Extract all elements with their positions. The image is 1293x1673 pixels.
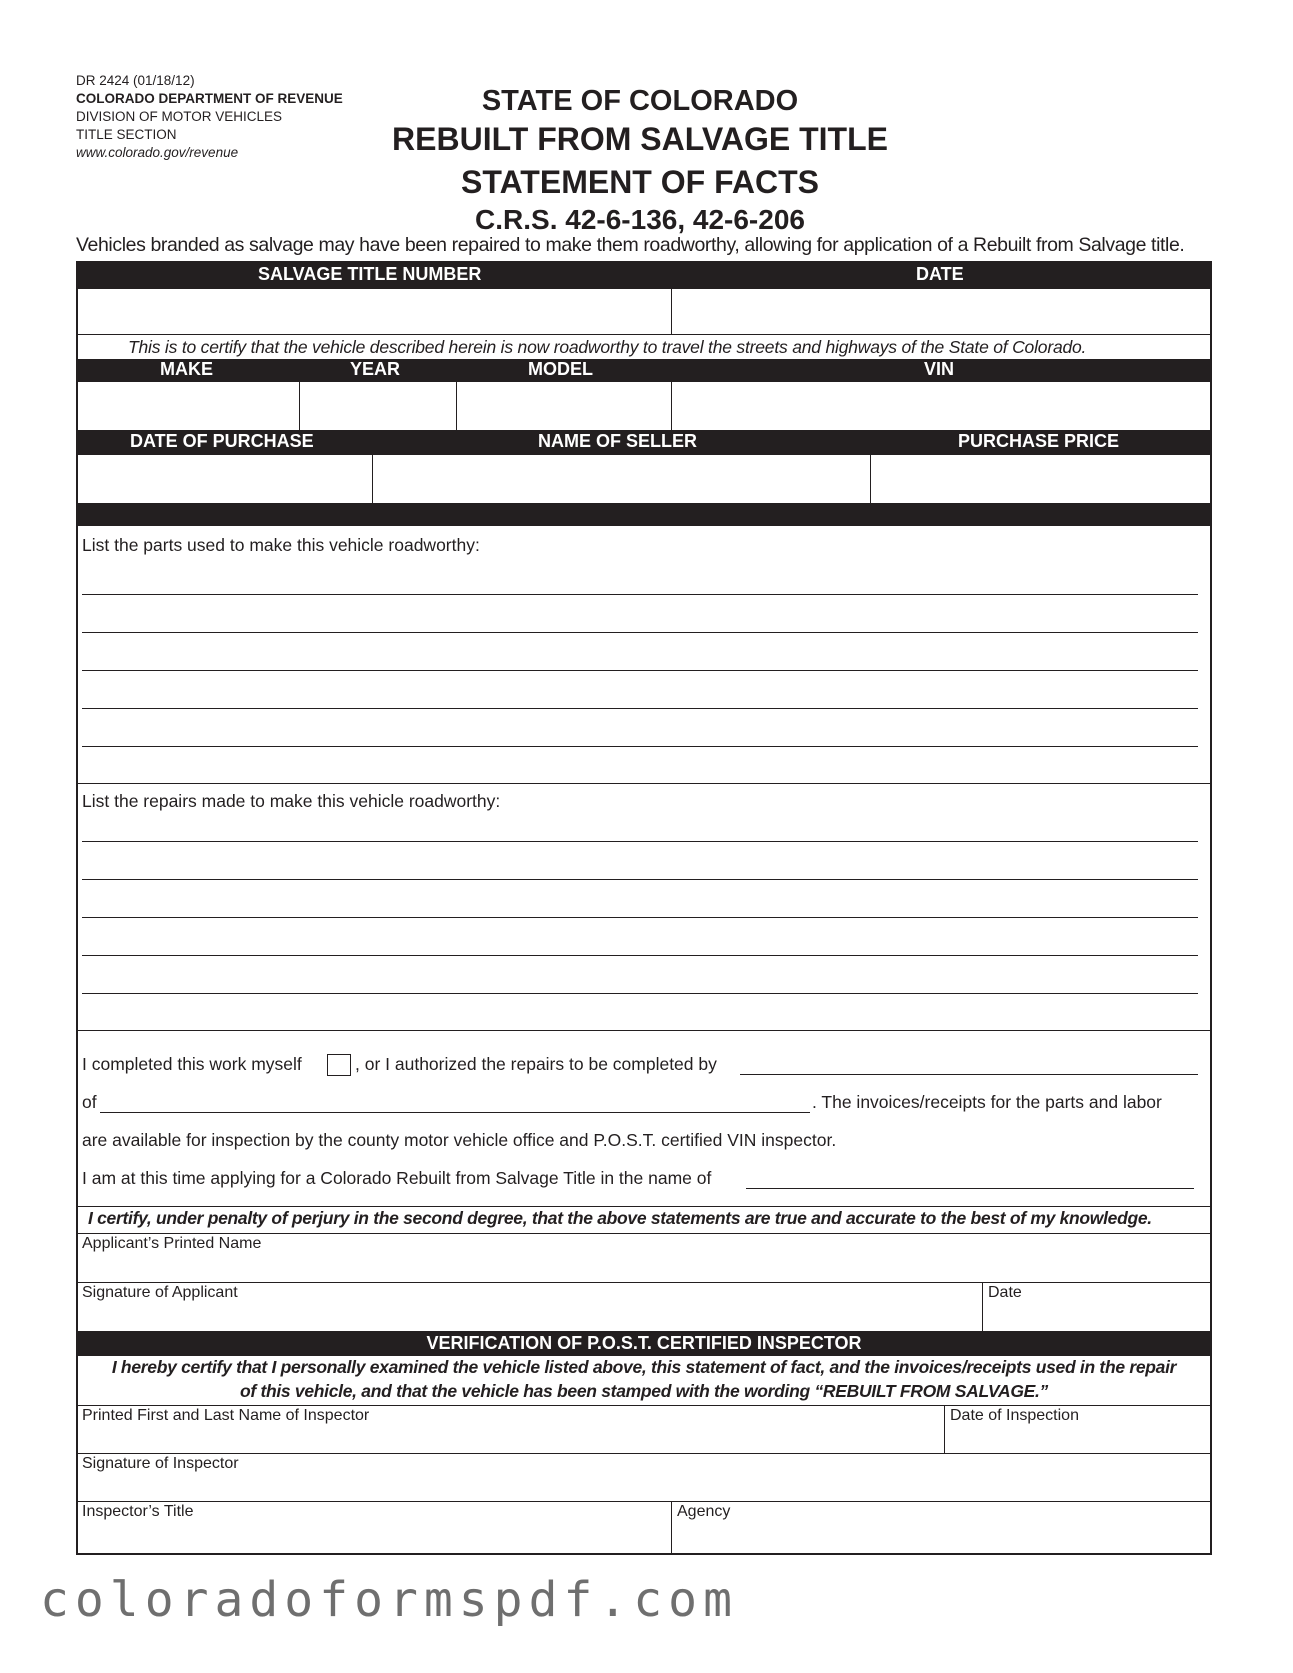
agency-block bbox=[76, 72, 343, 162]
title-rebuilt: REBUILT FROM SALVAGE TITLE bbox=[392, 121, 888, 157]
inspector-signature-label: Signature of Inspector bbox=[82, 1455, 239, 1472]
applicant-printed-name-label: Applicant’s Printed Name bbox=[82, 1235, 262, 1252]
repairs-line-3[interactable] bbox=[82, 917, 1198, 918]
parts-line-5[interactable] bbox=[82, 746, 1198, 747]
inspector-name-label: Printed First and Last Name of Inspector bbox=[82, 1407, 370, 1424]
agency-field[interactable] bbox=[673, 1502, 1212, 1552]
header-bar-purchase bbox=[78, 430, 1210, 455]
divider bbox=[870, 455, 871, 503]
verification-header-bar bbox=[78, 1331, 1210, 1356]
applying-text: I am at this time applying for a Colorado Rebuilt from Salvage Title in the name of bbox=[82, 1168, 712, 1188]
section-name: TITLE SECTION bbox=[76, 127, 177, 142]
authorized-text: , or I authorized the repairs to be completed by bbox=[355, 1054, 717, 1074]
applicant-printed-name-field[interactable] bbox=[78, 1234, 1212, 1281]
applicant-name-field[interactable] bbox=[746, 1188, 1194, 1189]
watermark: coloradoformspdf.com bbox=[40, 1572, 738, 1628]
division-name: DIVISION OF MOTOR VEHICLES bbox=[76, 109, 283, 124]
invoices-text: . The invoices/receipts for the parts and labor bbox=[812, 1092, 1162, 1112]
date-of-inspection-label: Date of Inspection bbox=[950, 1407, 1079, 1424]
make-field[interactable] bbox=[78, 382, 298, 430]
inspector-title-field[interactable] bbox=[78, 1502, 670, 1552]
divider bbox=[982, 1282, 983, 1331]
parts-line-1[interactable] bbox=[82, 594, 1198, 595]
available-text: are available for inspection by the county motor vehicle office and P.O.S.T. certified VIN inspector. bbox=[82, 1130, 837, 1150]
parts-line-4[interactable] bbox=[82, 708, 1198, 709]
repairs-line-4[interactable] bbox=[82, 955, 1198, 956]
model-field[interactable] bbox=[458, 382, 670, 430]
applicant-date-field[interactable] bbox=[984, 1283, 1212, 1330]
repair-shop-field[interactable] bbox=[100, 1112, 810, 1113]
form-box bbox=[76, 261, 1212, 1555]
date-of-inspection-field[interactable] bbox=[946, 1406, 1212, 1452]
repairs-label: List the repairs made to make this vehicle roadworthy: bbox=[82, 791, 501, 811]
completed-myself-checkbox[interactable] bbox=[327, 1054, 351, 1076]
year-label: YEAR bbox=[350, 359, 401, 379]
department-name: COLORADO DEPARTMENT OF REVENUE bbox=[76, 91, 343, 106]
inspector-title-label: Inspector’s Title bbox=[82, 1503, 194, 1520]
header-bar-vehicle bbox=[78, 359, 1210, 382]
vin-label: VIN bbox=[924, 359, 955, 379]
divider bbox=[78, 1206, 1210, 1207]
make-label: MAKE bbox=[160, 359, 213, 379]
divider bbox=[944, 1405, 945, 1453]
of-text: of bbox=[82, 1092, 97, 1112]
header-bar-salvage bbox=[78, 263, 1210, 289]
separator-bar bbox=[78, 503, 1210, 526]
salvage-title-number-label: SALVAGE TITLE NUMBER bbox=[258, 264, 482, 284]
title-statute: C.R.S. 42-6-136, 42-6-206 bbox=[475, 204, 805, 235]
divider bbox=[299, 382, 300, 430]
divider bbox=[671, 1501, 672, 1555]
date-header-label: DATE bbox=[916, 264, 964, 284]
repairs-line-2[interactable] bbox=[82, 879, 1198, 880]
divider bbox=[78, 783, 1210, 784]
verification-statement-2: of this vehicle, and that the vehicle has been stamped with the wording “REBUILT FROM SALVAGE.” bbox=[239, 1381, 1049, 1401]
repairs-line-5[interactable] bbox=[82, 993, 1198, 994]
date-field[interactable] bbox=[673, 289, 1213, 334]
divider bbox=[671, 289, 672, 334]
divider bbox=[78, 1030, 1210, 1031]
title-statement: STATEMENT OF FACTS bbox=[461, 164, 819, 200]
form-title bbox=[350, 84, 930, 236]
name-of-seller-label: NAME OF SELLER bbox=[538, 431, 698, 451]
verification-statement-1: I hereby certify that I personally examined the vehicle listed above, this statement of fact, and the invoices/receipts used in the repair bbox=[111, 1357, 1177, 1377]
date-of-purchase-label: DATE OF PURCHASE bbox=[130, 431, 314, 451]
applicant-signature-label: Signature of Applicant bbox=[82, 1284, 238, 1301]
year-field[interactable] bbox=[301, 382, 455, 430]
model-label: MODEL bbox=[528, 359, 593, 379]
verification-heading: VERIFICATION OF P.O.S.T. CERTIFIED INSPECTOR bbox=[426, 1333, 862, 1353]
date-of-purchase-field[interactable] bbox=[78, 455, 371, 503]
applicant-signature-field[interactable] bbox=[78, 1283, 981, 1330]
parts-label: List the parts used to make this vehicle roadworthy: bbox=[82, 535, 480, 555]
repairs-line-1[interactable] bbox=[82, 841, 1198, 842]
inspector-signature-field[interactable] bbox=[78, 1454, 1212, 1500]
divider bbox=[372, 455, 373, 503]
parts-line-3[interactable] bbox=[82, 670, 1198, 671]
parts-line-2[interactable] bbox=[82, 632, 1198, 633]
divider bbox=[671, 382, 672, 430]
divider bbox=[456, 382, 457, 430]
name-of-seller-field[interactable] bbox=[374, 455, 869, 503]
divider bbox=[78, 334, 1210, 335]
title-state: STATE OF COLORADO bbox=[481, 85, 799, 117]
certify-statement: This is to certify that the vehicle described herein is now roadworthy to travel the streets and highways of the State of Colorado. bbox=[128, 337, 1087, 357]
agency-label: Agency bbox=[677, 1503, 731, 1520]
perjury-statement: I certify, under penalty of perjury in the second degree, that the above statements are true and accurate to the best of my knowledge. bbox=[88, 1208, 1152, 1228]
vin-field[interactable] bbox=[673, 382, 1213, 430]
completed-myself-text: I completed this work myself bbox=[82, 1054, 302, 1074]
website: www.colorado.gov/revenue bbox=[76, 145, 239, 160]
form-number: DR 2424 (01/18/12) bbox=[76, 73, 195, 88]
intro-text: Vehicles branded as salvage may have been repaired to make them roadworthy, allowing for application of a Rebuilt from Salvage title. bbox=[76, 234, 1185, 256]
salvage-title-number-field[interactable] bbox=[78, 289, 670, 334]
inspector-name-field[interactable] bbox=[78, 1406, 943, 1452]
purchase-price-field[interactable] bbox=[872, 455, 1213, 503]
purchase-price-label: PURCHASE PRICE bbox=[958, 431, 1120, 451]
authorized-by-field[interactable] bbox=[740, 1074, 1198, 1075]
applicant-date-label: Date bbox=[988, 1284, 1022, 1301]
